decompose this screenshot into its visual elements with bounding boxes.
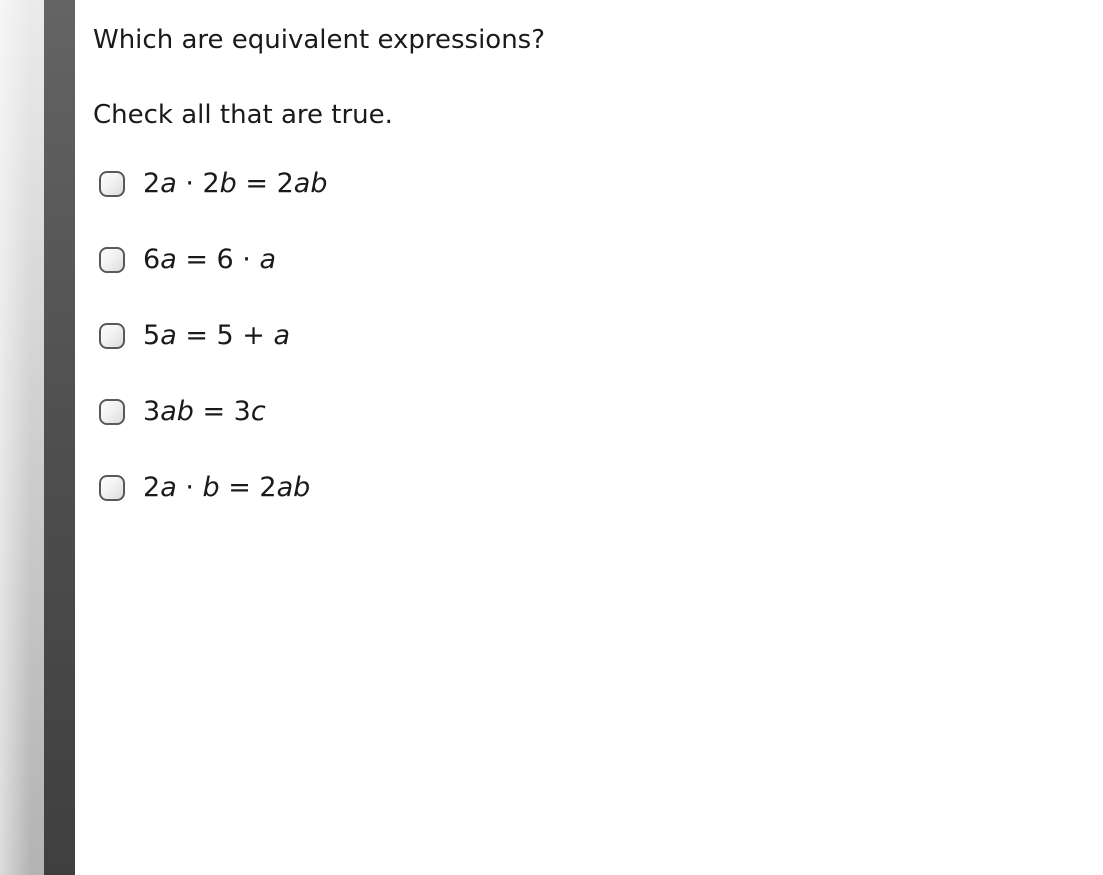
checkbox-3[interactable] — [99, 323, 125, 349]
question-instruction: Check all that are true. — [93, 100, 393, 130]
option-row-5[interactable] — [93, 474, 310, 502]
option-expression: 5a = 5 + a — [143, 320, 291, 351]
option-expression: 2a · b = 2ab — [143, 472, 311, 503]
option-row-1[interactable] — [93, 170, 327, 198]
option-row-2[interactable] — [93, 246, 276, 274]
option-expression: 6a = 6 · a — [143, 244, 277, 275]
question-panel — [75, 0, 1103, 875]
option-expression: 3ab = 3c — [143, 396, 266, 427]
left-divider-bar — [44, 0, 75, 875]
checkbox-4[interactable] — [99, 399, 125, 425]
checkbox-1[interactable] — [99, 171, 125, 197]
option-row-3[interactable] — [93, 322, 290, 350]
options-list — [93, 170, 1079, 502]
option-row-4[interactable] — [93, 398, 266, 426]
question-title: Which are equivalent expressions? — [93, 25, 546, 55]
option-expression: 2a · 2b = 2ab — [143, 168, 328, 199]
page-edge-gradient — [0, 0, 44, 875]
checkbox-2[interactable] — [99, 247, 125, 273]
checkbox-5[interactable] — [99, 475, 125, 501]
